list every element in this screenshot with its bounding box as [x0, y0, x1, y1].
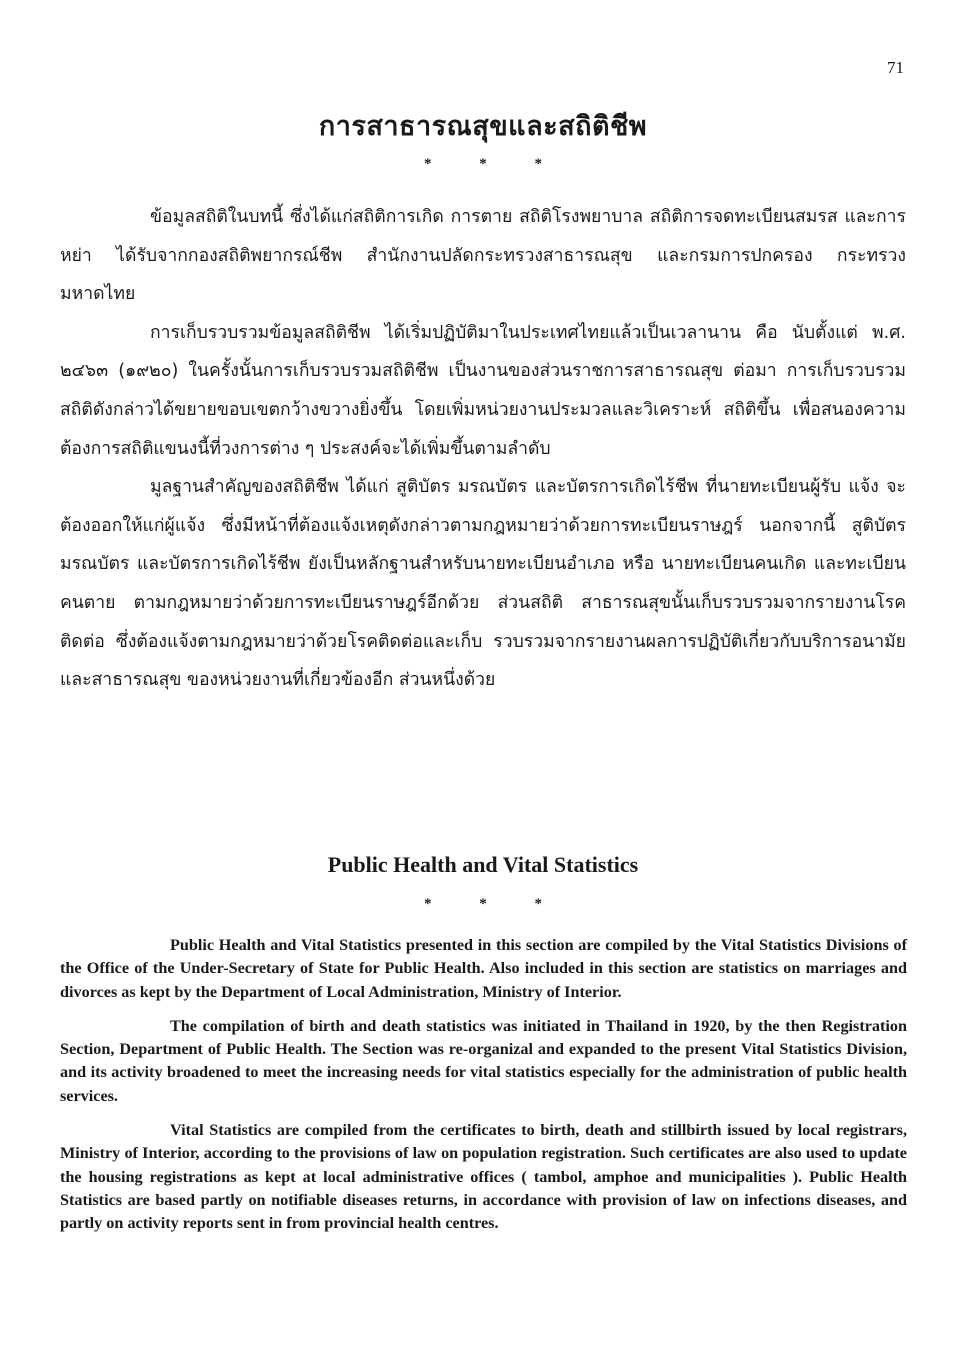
english-body-text [60, 934, 907, 1247]
thai-paragraph-3: มูลฐานสำคัญของสถิติชีพ ได้แก่ สูติบัตร มรณบัตร และบัตรการเกิดไร้ชีพ ที่นายทะเบียนผู้รับ แจ้ง จะต้องออกให้แก่ผู้แจ้ง ซึ่งมีหน้าที่ต้องแจ้งเหตุดังกล่าวตามกฎหมายว่าด้วยการทะเบียนราษฎร์ นอกจากนี้ สูติบัตร มรณบัตร และบัตรการเกิดไร้ชีพ ยังเป็นหลักฐานสำหรับนายทะเบียนอำเภอ หรือ นายทะเบียนคนเกิด และทะเบียนคนตาย ตามกฎหมายว่าด้วยการทะเบียนราษฎร์อีกด้วย ส่วนสถิติ สาธารณสุขนั้นเก็บรวบรวมจากรายงานโรคติดต่อ ซึ่งต้องแจ้งตามกฎหมายว่าด้วยโรคติดต่อและเก็บ รวบรวมจากรายงานผลการปฏิบัติเกี่ยวกับบริการอนามัยและสาธารณสุข ของหน่วยงานที่เกี่ยวข้องอีก ส่วนหนึ่งด้วย [60, 477, 906, 691]
english-separator: * * * [424, 896, 542, 912]
english-paragraph-1: Public Health and Vital Statistics presented in this section are compiled by the Vital Statistics Divisions of the Office of the Under-Secretary of State for Public Health. Also included in this section are statistics on marriages and divorces as kept by the Department of Local Administration, Ministry of Interior. [60, 936, 907, 1001]
thai-paragraph-1: ข้อมูลสถิติในบทนี้ ซึ่งได้แก่สถิติการเกิด การตาย สถิติโรงพยาบาล สถิติการจดทะเบียนสมรส และการหย่า ได้รับจากกองสถิติพยากรณ์ชีพ สำนักงานปลัดกระทรวงสาธารณสุข และกรมการปกครอง กระทรวงมหาดไทย [60, 207, 906, 305]
english-paragraph-2: The compilation of birth and death statistics was initiated in Thailand in 1920, by the then Registration Section, Department of Public Health. The Section was re-organizal and expanded to the present Vital Statistics Division, and its activity broadened to meet the increasing needs for vital statistics especially for the administration of public health services. [60, 1016, 907, 1105]
english-paragraph-3: Vital Statistics are compiled from the certificates to birth, death and stillbirth issued by local registrars, Ministry of Interior, according to the provisions of law on population registration. Such certificates are also used to update the housing registrations as kept at local administrative offices ( tambol, amphoe and municipalities ). Public Health Statistics are based partly on notifiable diseases returns, in accordance with provision of law on infections diseases, and partly on activity reports sent in from provincial health centres. [60, 1121, 907, 1233]
thai-paragraph-2: การเก็บรวบรวมข้อมูลสถิติชีพ ได้เริ่มปฏิบัติมาในประเทศไทยแล้วเป็นเวลานาน คือ นับตั้งแต่ พ.ศ. ๒๔๖๓ (๑๙๒๐) ในครั้งนั้นการเก็บรวบรวมสถิติชีพ เป็นงานของส่วนราชการสาธารณสุข ต่อมา การเก็บรวบรวมสถิติดังกล่าวได้ขยายขอบเขตกว้างขวางยิ่งขึ้น โดยเพิ่มหน่วยงานประมวลและวิเคราะห์ สถิติขึ้น เพื่อสนองความต้องการสถิติแขนงนี้ที่วงการต่าง ๆ ประสงค์จะได้เพิ่มขึ้นตามลำดับ [60, 322, 906, 459]
page-number: 71 [887, 58, 904, 77]
english-section-title: Public Health and Vital Statistics [327, 852, 639, 877]
thai-section-title: การสาธารณสุขและสถิติชีพ [318, 111, 648, 142]
thai-body-text [60, 198, 906, 700]
thai-separator: * * * [424, 156, 542, 172]
